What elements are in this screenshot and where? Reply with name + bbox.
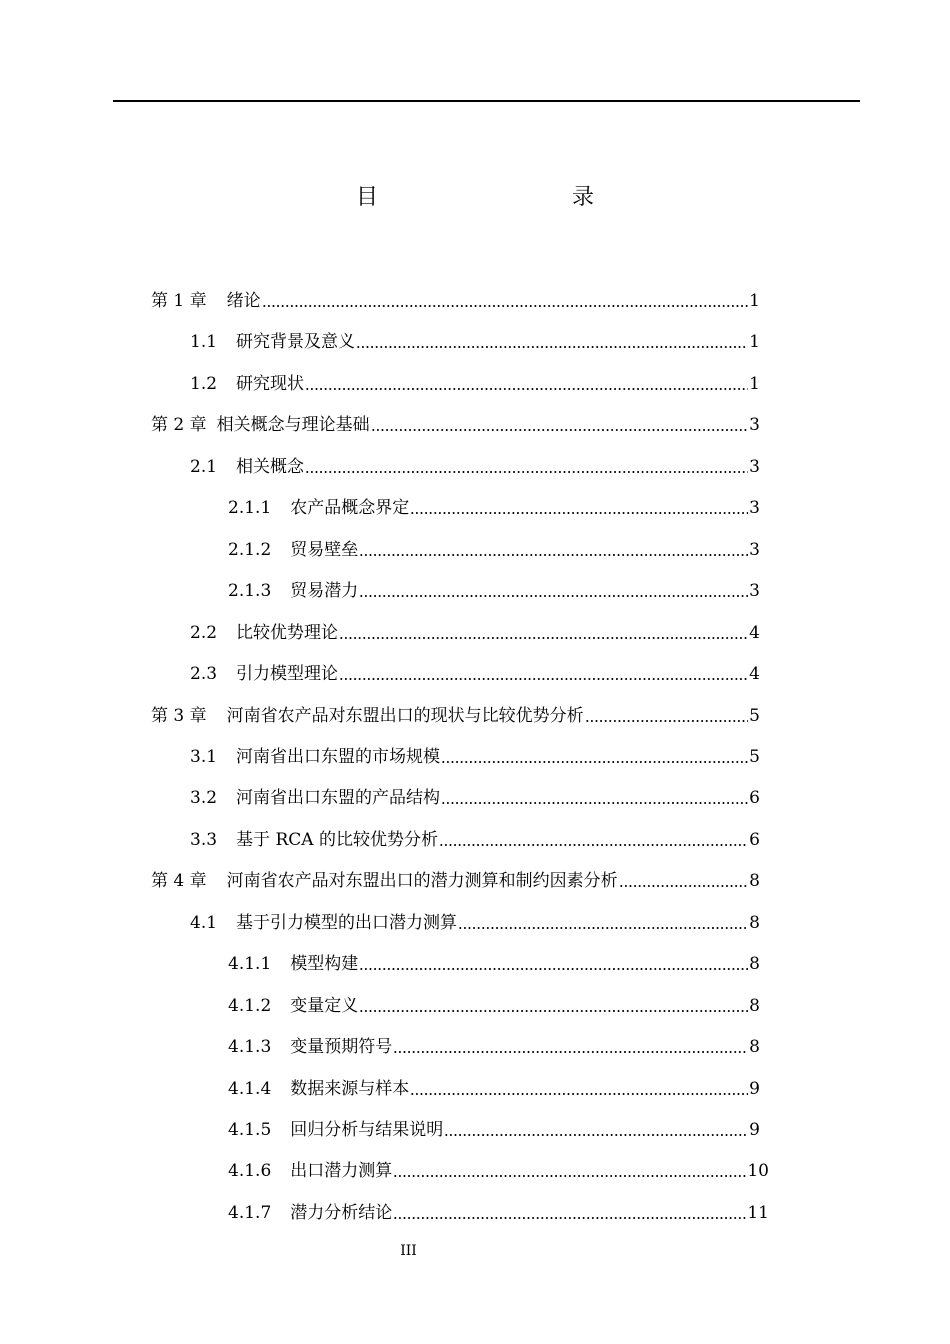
toc-entry-number: 2.1.1 — [228, 498, 272, 519]
toc-entry-title: 河南省出口东盟的市场规模 — [236, 746, 441, 767]
toc-entry-title: 研究现状 — [236, 373, 305, 394]
toc-leader-dots — [339, 677, 748, 681]
toc-section-entry[interactable] — [190, 455, 760, 479]
toc-entry-title: 农产品概念界定 — [290, 498, 410, 519]
toc-entry-number: 3.3 — [190, 829, 218, 850]
toc-entry-page: 1 — [749, 373, 760, 394]
toc-entry-title: 相关概念与理论基础 — [216, 415, 370, 436]
toc-leader-dots — [262, 304, 749, 308]
toc-entry-page: 9 — [749, 1078, 760, 1099]
toc-entry-title: 河南省农产品对东盟出口的潜力测算和制约因素分析 — [226, 871, 618, 892]
toc-entry-title: 贸易壁垒 — [290, 539, 359, 560]
toc-entry-number: 4.1.1 — [228, 954, 272, 975]
toc-entry-number: 4.1.4 — [228, 1078, 272, 1099]
toc-leader-dots — [305, 470, 748, 474]
toc-entry-number: 2.1.2 — [228, 539, 272, 560]
toc-entry-page: 10 — [747, 1161, 769, 1182]
toc-entry-number: 2.2 — [190, 622, 218, 643]
toc-leader-dots — [619, 884, 749, 888]
toc-entry-title: 相关概念 — [236, 456, 305, 477]
toc-entry-number: 2.1.3 — [228, 581, 272, 602]
toc-subsection-entry[interactable] — [228, 994, 760, 1018]
header-rule — [113, 100, 860, 102]
toc-subsection-entry[interactable] — [228, 496, 760, 520]
toc-leader-dots — [359, 967, 748, 971]
toc-leader-dots — [410, 1092, 748, 1096]
toc-entry-number: 4.1.2 — [228, 995, 272, 1016]
toc-section-entry[interactable] — [190, 828, 760, 852]
toc-entry-number: 3.2 — [190, 788, 218, 809]
toc-section-entry[interactable] — [190, 372, 760, 396]
toc-section-entry[interactable] — [190, 786, 760, 810]
toc-leader-dots — [441, 801, 748, 805]
toc-subsection-entry[interactable] — [228, 1201, 769, 1225]
toc-leader-dots — [356, 345, 748, 349]
toc-leader-dots — [458, 926, 748, 930]
toc-entry-title: 比较优势理论 — [236, 622, 339, 643]
toc-entry-page: 6 — [749, 788, 760, 809]
toc-entry-page: 4 — [749, 664, 760, 685]
toc-entry-page: 8 — [749, 1037, 760, 1058]
toc-entry-page: 9 — [749, 1120, 760, 1140]
toc-entry-page: 5 — [749, 746, 760, 767]
toc-entry-number: 1.1 — [190, 332, 218, 353]
toc-entry-page: 3 — [749, 581, 760, 602]
toc-entry-page: 8 — [749, 912, 760, 933]
toc-entry-title: 河南省农产品对东盟出口的现状与比较优势分析 — [226, 705, 584, 726]
toc-entry-title: 变量定义 — [290, 995, 359, 1016]
toc-entry-number: 4.1.7 — [228, 1202, 272, 1223]
toc-entry-page: 5 — [749, 705, 760, 726]
toc-leader-dots — [393, 1174, 746, 1178]
toc-entry-number: 第 3 章 — [151, 705, 207, 726]
toc-leader-dots — [305, 387, 748, 391]
toc-leader-dots — [444, 1133, 748, 1137]
toc-section-entry[interactable] — [190, 745, 760, 769]
toc-entry-number: 2.1 — [190, 456, 218, 477]
toc-section-entry[interactable] — [190, 621, 760, 645]
toc-entry-title: 潜力分析结论 — [290, 1202, 393, 1223]
page-number: III — [400, 1243, 417, 1259]
toc-entry-title: 引力模型理论 — [236, 664, 339, 685]
toc-leader-dots — [393, 1050, 748, 1054]
toc-subsection-entry[interactable] — [228, 952, 760, 976]
toc-chapter-entry[interactable] — [151, 869, 760, 893]
toc-entry-number: 4.1 — [190, 912, 218, 933]
toc-subsection-entry[interactable] — [228, 538, 760, 562]
toc-leader-dots — [393, 1216, 746, 1220]
toc-leader-dots — [585, 719, 749, 723]
page-title: 目 录 — [355, 185, 644, 210]
toc-section-entry[interactable] — [190, 911, 760, 935]
toc-entry-page: 3 — [749, 539, 760, 560]
toc-leader-dots — [371, 428, 749, 432]
toc-subsection-entry[interactable] — [228, 1077, 760, 1101]
toc-subsection-entry[interactable] — [228, 1118, 760, 1142]
toc-chapter-entry[interactable] — [151, 289, 760, 313]
toc-entry-title: 出口潜力测算 — [290, 1161, 393, 1182]
toc-subsection-entry[interactable] — [228, 1159, 769, 1183]
toc-entry-page: 11 — [747, 1202, 769, 1223]
toc-section-entry[interactable] — [190, 662, 760, 686]
toc-subsection-entry[interactable] — [228, 579, 760, 603]
toc-entry-page: 6 — [749, 829, 760, 850]
toc-entry-title: 变量预期符号 — [290, 1037, 393, 1058]
toc-entry-title: 模型构建 — [290, 954, 359, 975]
toc-entry-title: 研究背景及意义 — [236, 332, 356, 353]
toc-entry-page: 3 — [749, 415, 760, 436]
toc-entry-number: 4.1.3 — [228, 1037, 272, 1058]
toc-section-entry[interactable] — [190, 330, 760, 354]
toc-leader-dots — [359, 594, 748, 598]
toc-entry-page: 3 — [749, 498, 760, 519]
toc-entry-number: 第 1 章 — [151, 291, 207, 311]
toc-entry-number: 3.1 — [190, 746, 218, 767]
toc-entry-title: 回归分析与结果说明 — [290, 1120, 444, 1140]
toc-entry-page: 8 — [749, 871, 760, 892]
toc-entry-title: 基于 RCA 的比较优势分析 — [236, 829, 438, 850]
toc-chapter-entry[interactable] — [151, 704, 760, 728]
toc-entry-title: 基于引力模型的出口潜力测算 — [236, 912, 458, 933]
toc-entry-page: 8 — [749, 995, 760, 1016]
toc-subsection-entry[interactable] — [228, 1035, 760, 1059]
toc-entry-page: 3 — [749, 456, 760, 477]
toc-chapter-entry[interactable] — [151, 413, 760, 437]
toc-entry-number: 4.1.6 — [228, 1161, 272, 1182]
toc-entry-number: 第 2 章 — [151, 415, 207, 436]
toc-entry-title: 河南省出口东盟的产品结构 — [236, 788, 441, 809]
toc-leader-dots — [359, 1009, 748, 1013]
toc-leader-dots — [410, 511, 748, 515]
toc-entry-number: 2.3 — [190, 664, 218, 685]
toc-entry-page: 8 — [749, 954, 760, 975]
toc-entry-page: 1 — [749, 291, 760, 311]
toc-entry-title: 贸易潜力 — [290, 581, 359, 602]
toc-entry-title: 数据来源与样本 — [290, 1078, 410, 1099]
toc-entry-number: 4.1.5 — [228, 1120, 272, 1140]
toc-leader-dots — [359, 553, 748, 557]
toc-leader-dots — [441, 760, 748, 764]
toc-entry-page: 4 — [749, 622, 760, 643]
toc-entry-number: 第 4 章 — [151, 871, 207, 892]
toc-entry-title: 绪论 — [226, 291, 261, 311]
toc-leader-dots — [339, 636, 748, 640]
toc-leader-dots — [439, 843, 748, 847]
toc-entry-page: 1 — [749, 332, 760, 353]
toc-entry-number: 1.2 — [190, 373, 218, 394]
